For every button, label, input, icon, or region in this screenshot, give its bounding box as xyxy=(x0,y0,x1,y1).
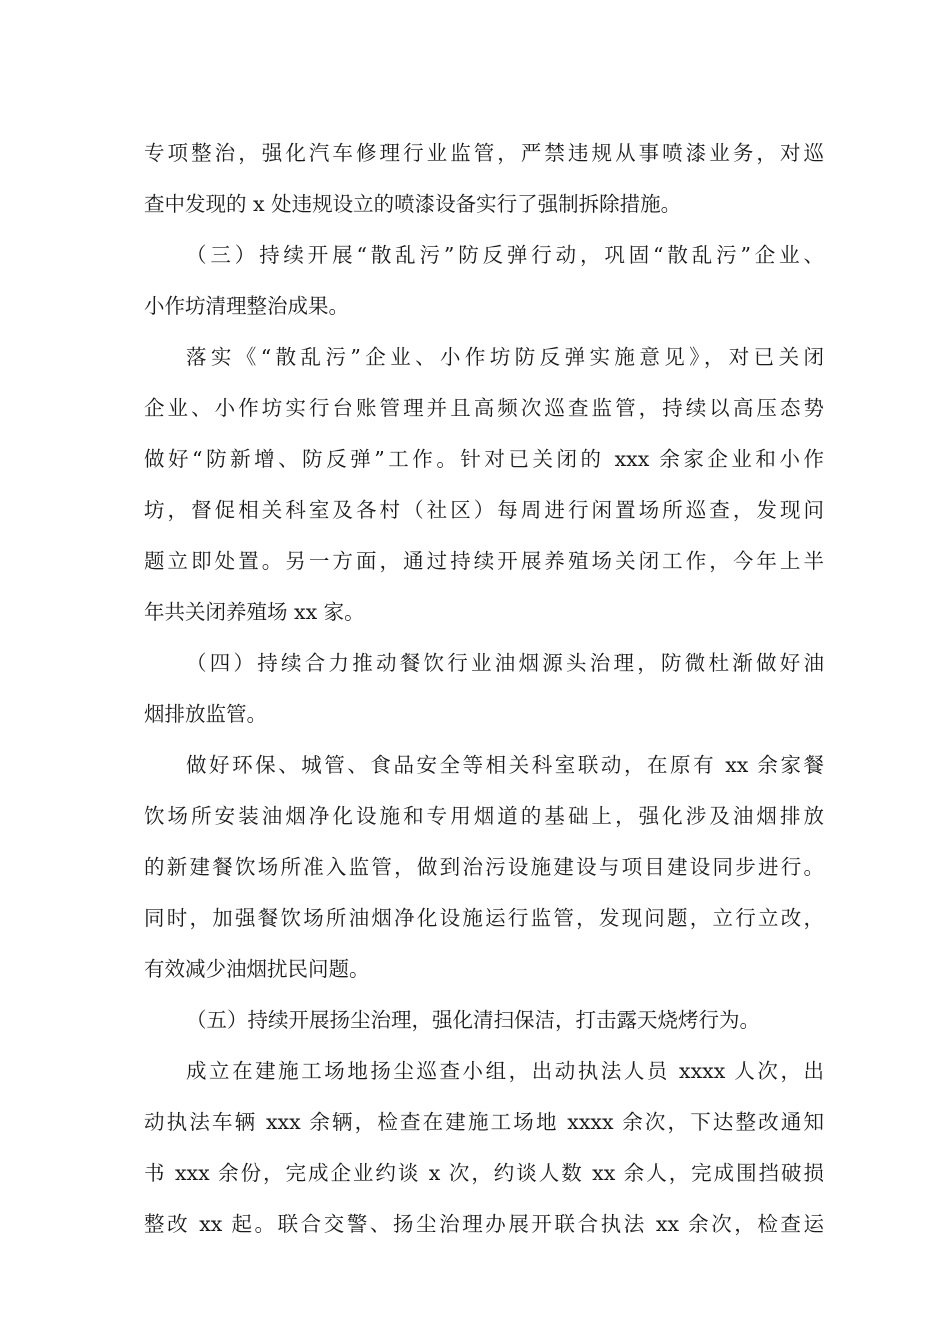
section-heading-4-cont: 烟排放监管。 xyxy=(144,702,267,726)
section-heading-3: （三）持续开展“散乱污”防反弹行动，巩固“散乱污”企业、 xyxy=(186,243,824,267)
text-line: 企业、小作坊实行台账管理并且高频次巡查监管，持续以高压态势 xyxy=(144,396,824,420)
text-line: 坊，督促相关科室及各村（社区）每周进行闲置场所巡查，发现问 xyxy=(144,498,824,522)
text-line: 书 xxx 余份，完成企业约谈 x 次，约谈人数 xx 余人，完成围挡破损 xyxy=(144,1161,824,1185)
text-line: 年共关闭养殖场 xx 家。 xyxy=(144,600,365,624)
text-line: 查中发现的 x 处违规设立的喷漆设备实行了强制拆除措施。 xyxy=(144,192,682,216)
text-line: 题立即处置。另一方面，通过持续开展养殖场关闭工作，今年上半 xyxy=(144,549,824,573)
text-line: 成立在建施工场地扬尘巡查小组，出动执法人员 xxxx 人次，出 xyxy=(186,1059,824,1083)
text-line: 落实《“散乱污”企业、小作坊防反弹实施意见》，对已关闭 xyxy=(186,345,824,369)
text-line: 整改 xx 起。联合交警、扬尘治理办展开联合执法 xx 余次，检查运 xyxy=(144,1212,824,1236)
text-line: 饮场所安装油烟净化设施和专用烟道的基础上，强化涉及油烟排放 xyxy=(144,804,824,828)
text-line: 同时，加强餐饮场所油烟净化设施运行监管，发现问题，立行立改， xyxy=(144,906,824,930)
text-line: 动执法车辆 xxx 余辆，检查在建施工场地 xxxx 余次，下达整改通知 xyxy=(144,1110,824,1134)
text-line: 专项整治，强化汽车修理行业监管，严禁违规从事喷漆业务，对巡 xyxy=(144,141,824,165)
text-line: 有效减少油烟扰民问题。 xyxy=(144,957,370,981)
section-heading-3-cont: 小作坊清理整治成果。 xyxy=(144,294,349,318)
text-line: 的新建餐饮场所准入监管，做到治污设施建设与项目建设同步进行。 xyxy=(144,855,824,879)
section-heading-4: （四）持续合力推动餐饮行业油烟源头治理，防微杜渐做好油 xyxy=(186,651,824,675)
section-heading-5: （五）持续开展扬尘治理，强化清扫保洁，打击露天烧烤行为。 xyxy=(186,1008,760,1032)
text-line: 做好“防新增、防反弹”工作。针对已关闭的 xxx 余家企业和小作 xyxy=(144,447,824,471)
text-line: 做好环保、城管、食品安全等相关科室联动，在原有 xx 余家餐 xyxy=(186,753,824,777)
